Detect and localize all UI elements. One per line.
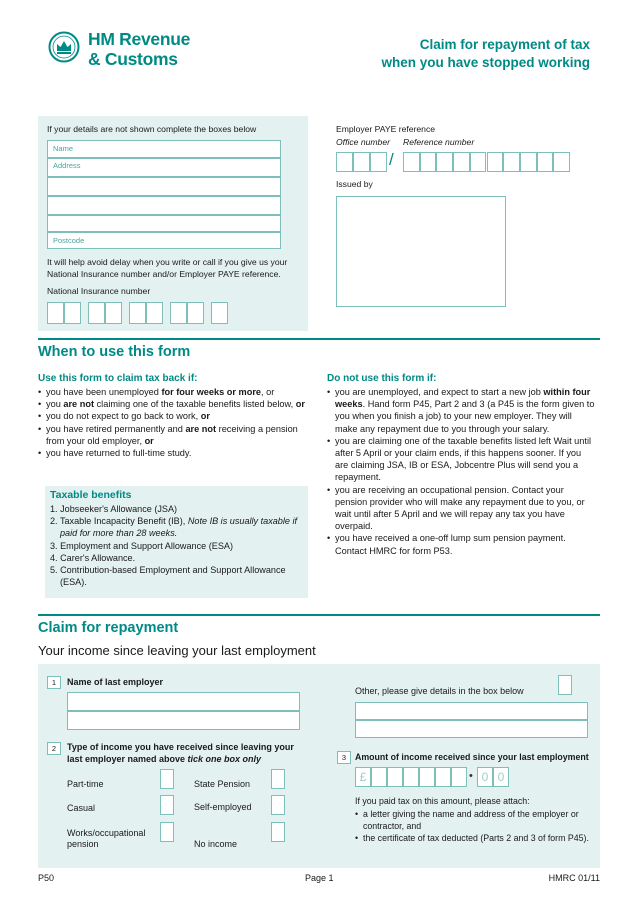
nino-char-box[interactable]	[146, 302, 163, 324]
issued-by-label: Issued by	[336, 179, 373, 189]
amount-decimal-point: •	[469, 770, 473, 782]
amount-pounds-box[interactable]	[451, 767, 467, 787]
question-1-number: 1	[47, 676, 61, 689]
taxable-benefits-heading: Taxable benefits	[50, 489, 132, 501]
other-details-field-line1[interactable]	[355, 702, 588, 720]
option-no-income-label: No income	[194, 839, 238, 849]
attach-item: • the certificate of tax deducted (Parts 2 and 3 of form P45).	[355, 832, 595, 844]
question-2-number: 2	[47, 742, 61, 755]
address-label: Address	[53, 161, 81, 170]
option-self-employed-checkbox[interactable]	[271, 795, 285, 815]
paye-reference-char-box[interactable]	[520, 152, 537, 172]
postcode-label: Postcode	[53, 236, 85, 245]
taxable-item: 3. Employment and Support Allowance (ESA)	[50, 540, 233, 551]
paye-reference-char-box[interactable]	[403, 152, 420, 172]
when-to-use-heading: When to use this form	[38, 344, 191, 360]
option-part-time-checkbox[interactable]	[160, 769, 174, 789]
hmrc-logo	[48, 26, 198, 70]
other-details-field-line2[interactable]	[355, 720, 588, 738]
nino-char-box[interactable]	[47, 302, 64, 324]
amount-currency-box[interactable]: £	[355, 767, 371, 787]
form-code: P50	[38, 873, 55, 883]
use-condition-item: • you do not expect to go back to work, or	[38, 410, 308, 422]
address-field-line3[interactable]	[47, 196, 281, 215]
paye-office-char-box[interactable]	[370, 152, 387, 172]
attach-list	[355, 808, 595, 844]
paye-reference-char-box[interactable]	[487, 152, 504, 172]
issued-by-field[interactable]	[336, 196, 506, 307]
section-rule-when	[38, 338, 600, 340]
paye-reference-char-box[interactable]	[503, 152, 520, 172]
last-employer-field-line2[interactable]	[67, 711, 300, 730]
amount-pence-box[interactable]: 0	[493, 767, 509, 787]
taxable-benefits-list	[50, 503, 306, 588]
paye-reference-char-box[interactable]	[436, 152, 453, 172]
amount-pounds-box[interactable]	[387, 767, 403, 787]
use-condition-item: • you have been unemployed for four weeks or more, or	[38, 386, 308, 398]
nino-char-box[interactable]	[64, 302, 81, 324]
option-casual-label: Casual	[67, 803, 96, 813]
option-other-checkbox[interactable]	[558, 675, 572, 695]
amount-field[interactable]	[355, 767, 515, 787]
option-other-label: Other, please give details in the box below	[355, 686, 524, 696]
nino-char-box[interactable]	[187, 302, 204, 324]
use-condition-item: • you are not claiming one of the taxable benefits listed below, or	[38, 398, 308, 410]
do-not-use-conditions-list	[327, 386, 595, 557]
do-not-use-condition-item: • you are receiving an occupational pension. Contact your pension provider who will make any repayment due to you, or wait until after 5 April and we will repay any tax you have overpaid.	[327, 484, 595, 533]
option-state-pension-label: State Pension	[194, 779, 251, 789]
paye-office-char-box[interactable]	[336, 152, 353, 172]
taxable-item: 5. Contribution-based Employment and Support Allowance (ESA).	[50, 565, 286, 588]
form-title-line2: when you have stopped working	[381, 55, 590, 70]
option-occupational-pension-label: Works/occupational pension	[67, 828, 146, 849]
paye-office-number-field[interactable]	[336, 152, 387, 172]
paye-reference-char-box[interactable]	[553, 152, 570, 172]
nino-char-box[interactable]	[211, 302, 228, 324]
nino-char-box[interactable]	[170, 302, 187, 324]
use-condition-item: • you have retired permanently and are not receiving a pension from your old employer, or	[38, 423, 308, 447]
nino-char-box[interactable]	[129, 302, 146, 324]
paye-reference-char-box[interactable]	[453, 152, 470, 172]
taxable-item: 2. Taxable Incapacity Benefit (IB), Note IB is usually taxable if paid for more than 28 weeks.	[50, 516, 298, 539]
question-1-label: Name of last employer	[67, 677, 164, 687]
option-casual-checkbox[interactable]	[160, 795, 174, 815]
option-part-time-label: Part-time	[67, 779, 104, 789]
paye-heading: Employer PAYE reference	[336, 124, 436, 134]
amount-pounds-box[interactable]	[419, 767, 435, 787]
option-no-income-checkbox[interactable]	[271, 822, 285, 842]
logo-text-line1: HM Revenue	[88, 29, 191, 49]
use-condition-item: • you have returned to full-time study.	[38, 447, 308, 459]
details-intro: If your details are not shown complete the boxes below	[47, 124, 257, 134]
paye-reference-char-box[interactable]	[420, 152, 437, 172]
paye-reference-char-box[interactable]	[537, 152, 554, 172]
nino-char-box[interactable]	[105, 302, 122, 324]
do-not-use-heading: Do not use this form if:	[327, 373, 437, 384]
attach-item: • a letter giving the name and address of the employer or contractor, and	[355, 808, 595, 832]
nino-char-box[interactable]	[88, 302, 105, 324]
crown-crest-icon	[48, 31, 80, 63]
option-state-pension-checkbox[interactable]	[271, 769, 285, 789]
amount-pounds-box[interactable]	[371, 767, 387, 787]
do-not-use-condition-item: • you are unemployed, and expect to start a new job within four weeks. Hand form P45, Part 2 and 3 (a P45 is the form given to you when you finish a job) to your new employer. They will make any repayment due to you through your salary.	[327, 386, 595, 435]
taxable-item: 1. Jobseeker's Allowance (JSA)	[50, 504, 178, 514]
paye-reference-label: Reference number	[403, 137, 475, 147]
paye-reference-number-field[interactable]	[403, 152, 570, 172]
address-field-line4[interactable]	[47, 215, 281, 232]
address-field-line1[interactable]	[47, 158, 281, 177]
section-rule-claim	[38, 614, 600, 616]
question-2-label: Type of income you have received since leaving your last employer named above tick one box only	[67, 742, 294, 764]
option-self-employed-label: Self-employed	[194, 802, 252, 812]
paye-reference-char-box[interactable]	[470, 152, 487, 172]
do-not-use-condition-item: • you are claiming one of the taxable benefits listed left Wait until after 5 April or your claim ends, if this happens sooner. If you are claiming JSA, IB or ESA, Jobcentre Plus will send you a repayment.	[327, 435, 595, 484]
amount-pounds-box[interactable]	[403, 767, 419, 787]
amount-pence-box[interactable]: 0	[477, 767, 493, 787]
paye-separator: /	[389, 150, 394, 169]
option-occupational-pension-checkbox[interactable]	[160, 822, 174, 842]
form-title-line1: Claim for repayment of tax	[419, 37, 590, 52]
logo-text-line2: & Customs	[88, 49, 178, 69]
paye-office-char-box[interactable]	[353, 152, 370, 172]
nino-label: National Insurance number	[47, 286, 151, 296]
taxable-item: 4. Carer's Allowance.	[50, 552, 136, 563]
claim-heading: Claim for repayment	[38, 620, 179, 636]
name-label: Name	[53, 144, 74, 153]
last-employer-field-line1[interactable]	[67, 692, 300, 711]
use-form-heading: Use this form to claim tax back if:	[38, 373, 198, 384]
amount-pounds-box[interactable]	[435, 767, 451, 787]
use-conditions-list	[38, 386, 308, 459]
form-version: HMRC 01/11	[548, 873, 600, 883]
name-field[interactable]	[47, 140, 281, 158]
question-3-label: Amount of income received since your last employment	[355, 752, 589, 762]
address-field-line2[interactable]	[47, 177, 281, 196]
do-not-use-condition-item: • you have received a one-off lump sum pension payment. Contact HMRC for form P53.	[327, 532, 595, 556]
page-number: Page 1	[305, 873, 334, 883]
paye-office-label: Office number	[336, 137, 390, 147]
question-3-number: 3	[337, 751, 351, 764]
attach-intro: If you paid tax on this amount, please attach:	[355, 796, 530, 806]
nino-field[interactable]	[47, 302, 231, 324]
claim-subheading: Your income since leaving your last employment	[38, 643, 316, 658]
help-text: It will help avoid delay when you write or call if you give us your National Insurance number and/or Employer PAYE reference.	[47, 257, 288, 279]
